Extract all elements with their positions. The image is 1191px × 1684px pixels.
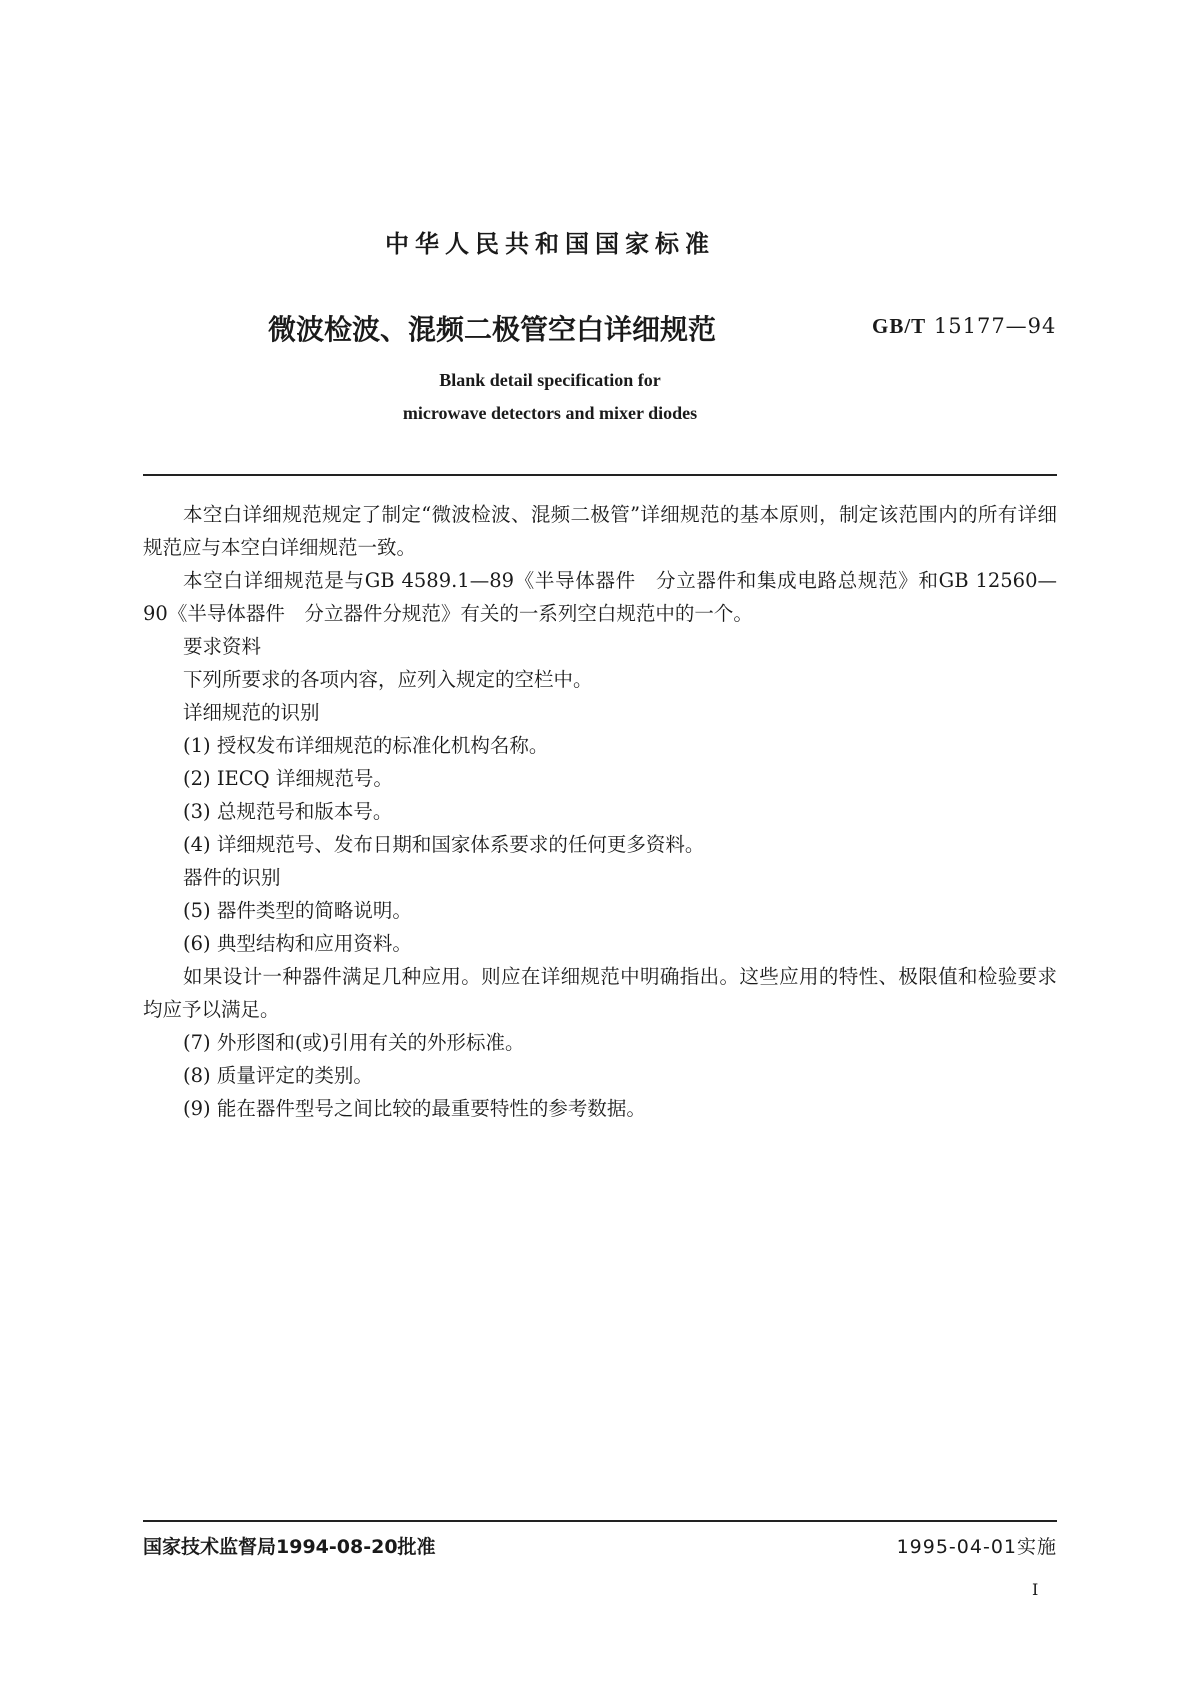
document-body [143, 498, 1057, 1125]
list-item: (9) 能在器件型号之间比较的最重要特性的参考数据。 [183, 1097, 646, 1120]
list-item: (1) 授权发布详细规范的标准化机构名称。 [183, 734, 549, 757]
national-standard-title: 中华人民共和国国家标准 [385, 230, 715, 258]
standard-code-prefix: GB/T [872, 314, 927, 338]
section-heading: 器件的识别 [183, 866, 281, 889]
english-title-line-2: microwave detectors and mixer diodes [402, 403, 698, 423]
standard-code-number: 15177—94 [933, 314, 1057, 338]
document-title: 微波检波、混频二极管空白详细规范 [268, 313, 717, 346]
section-heading: 详细规范的识别 [183, 701, 320, 724]
page-number: I [1032, 1580, 1039, 1599]
implementation-date: 1995-04-01实施 [896, 1536, 1057, 1558]
list-item: (5) 器件类型的简略说明。 [183, 899, 412, 922]
paragraph: 如果设计一种器件满足几种应用。则应在详细规范中明确指出。这些应用的特性、极限值和检验要求均应予以满足。 [143, 965, 1057, 1021]
paragraph: 本空白详细规范是与GB 4589.1—89《半导体器件 分立器件和集成电路总规范》和GB 12560—90《半导体器件 分立器件分规范》有关的一系列空白规范中的一个。 [143, 569, 1057, 625]
list-item: (3) 总规范号和版本号。 [183, 800, 393, 823]
paragraph: 本空白详细规范规定了制定“微波检波、混频二极管”详细规范的基本原则，制定该范围内的所有详细规范应与本空白详细规范一致。 [143, 503, 1057, 559]
list-item: (8) 质量评定的类别。 [183, 1064, 373, 1087]
list-item: (2) IECQ 详细规范号。 [183, 767, 393, 790]
header-divider [143, 474, 1057, 476]
standard-code [872, 314, 1056, 339]
paragraph: 下列所要求的各项内容，应列入规定的空栏中。 [183, 668, 593, 691]
list-item: (6) 典型结构和应用资料。 [183, 932, 412, 955]
list-item: (7) 外形图和(或)引用有关的外形标准。 [183, 1031, 525, 1054]
english-title-line-1: Blank detail specification for [439, 370, 661, 390]
footer-divider [143, 1520, 1057, 1522]
approval-date: 国家技术监督局1994-08-20批准 [143, 1536, 436, 1558]
list-item: (4) 详细规范号、发布日期和国家体系要求的任何更多资料。 [183, 833, 705, 856]
section-heading: 要求资料 [183, 635, 262, 658]
